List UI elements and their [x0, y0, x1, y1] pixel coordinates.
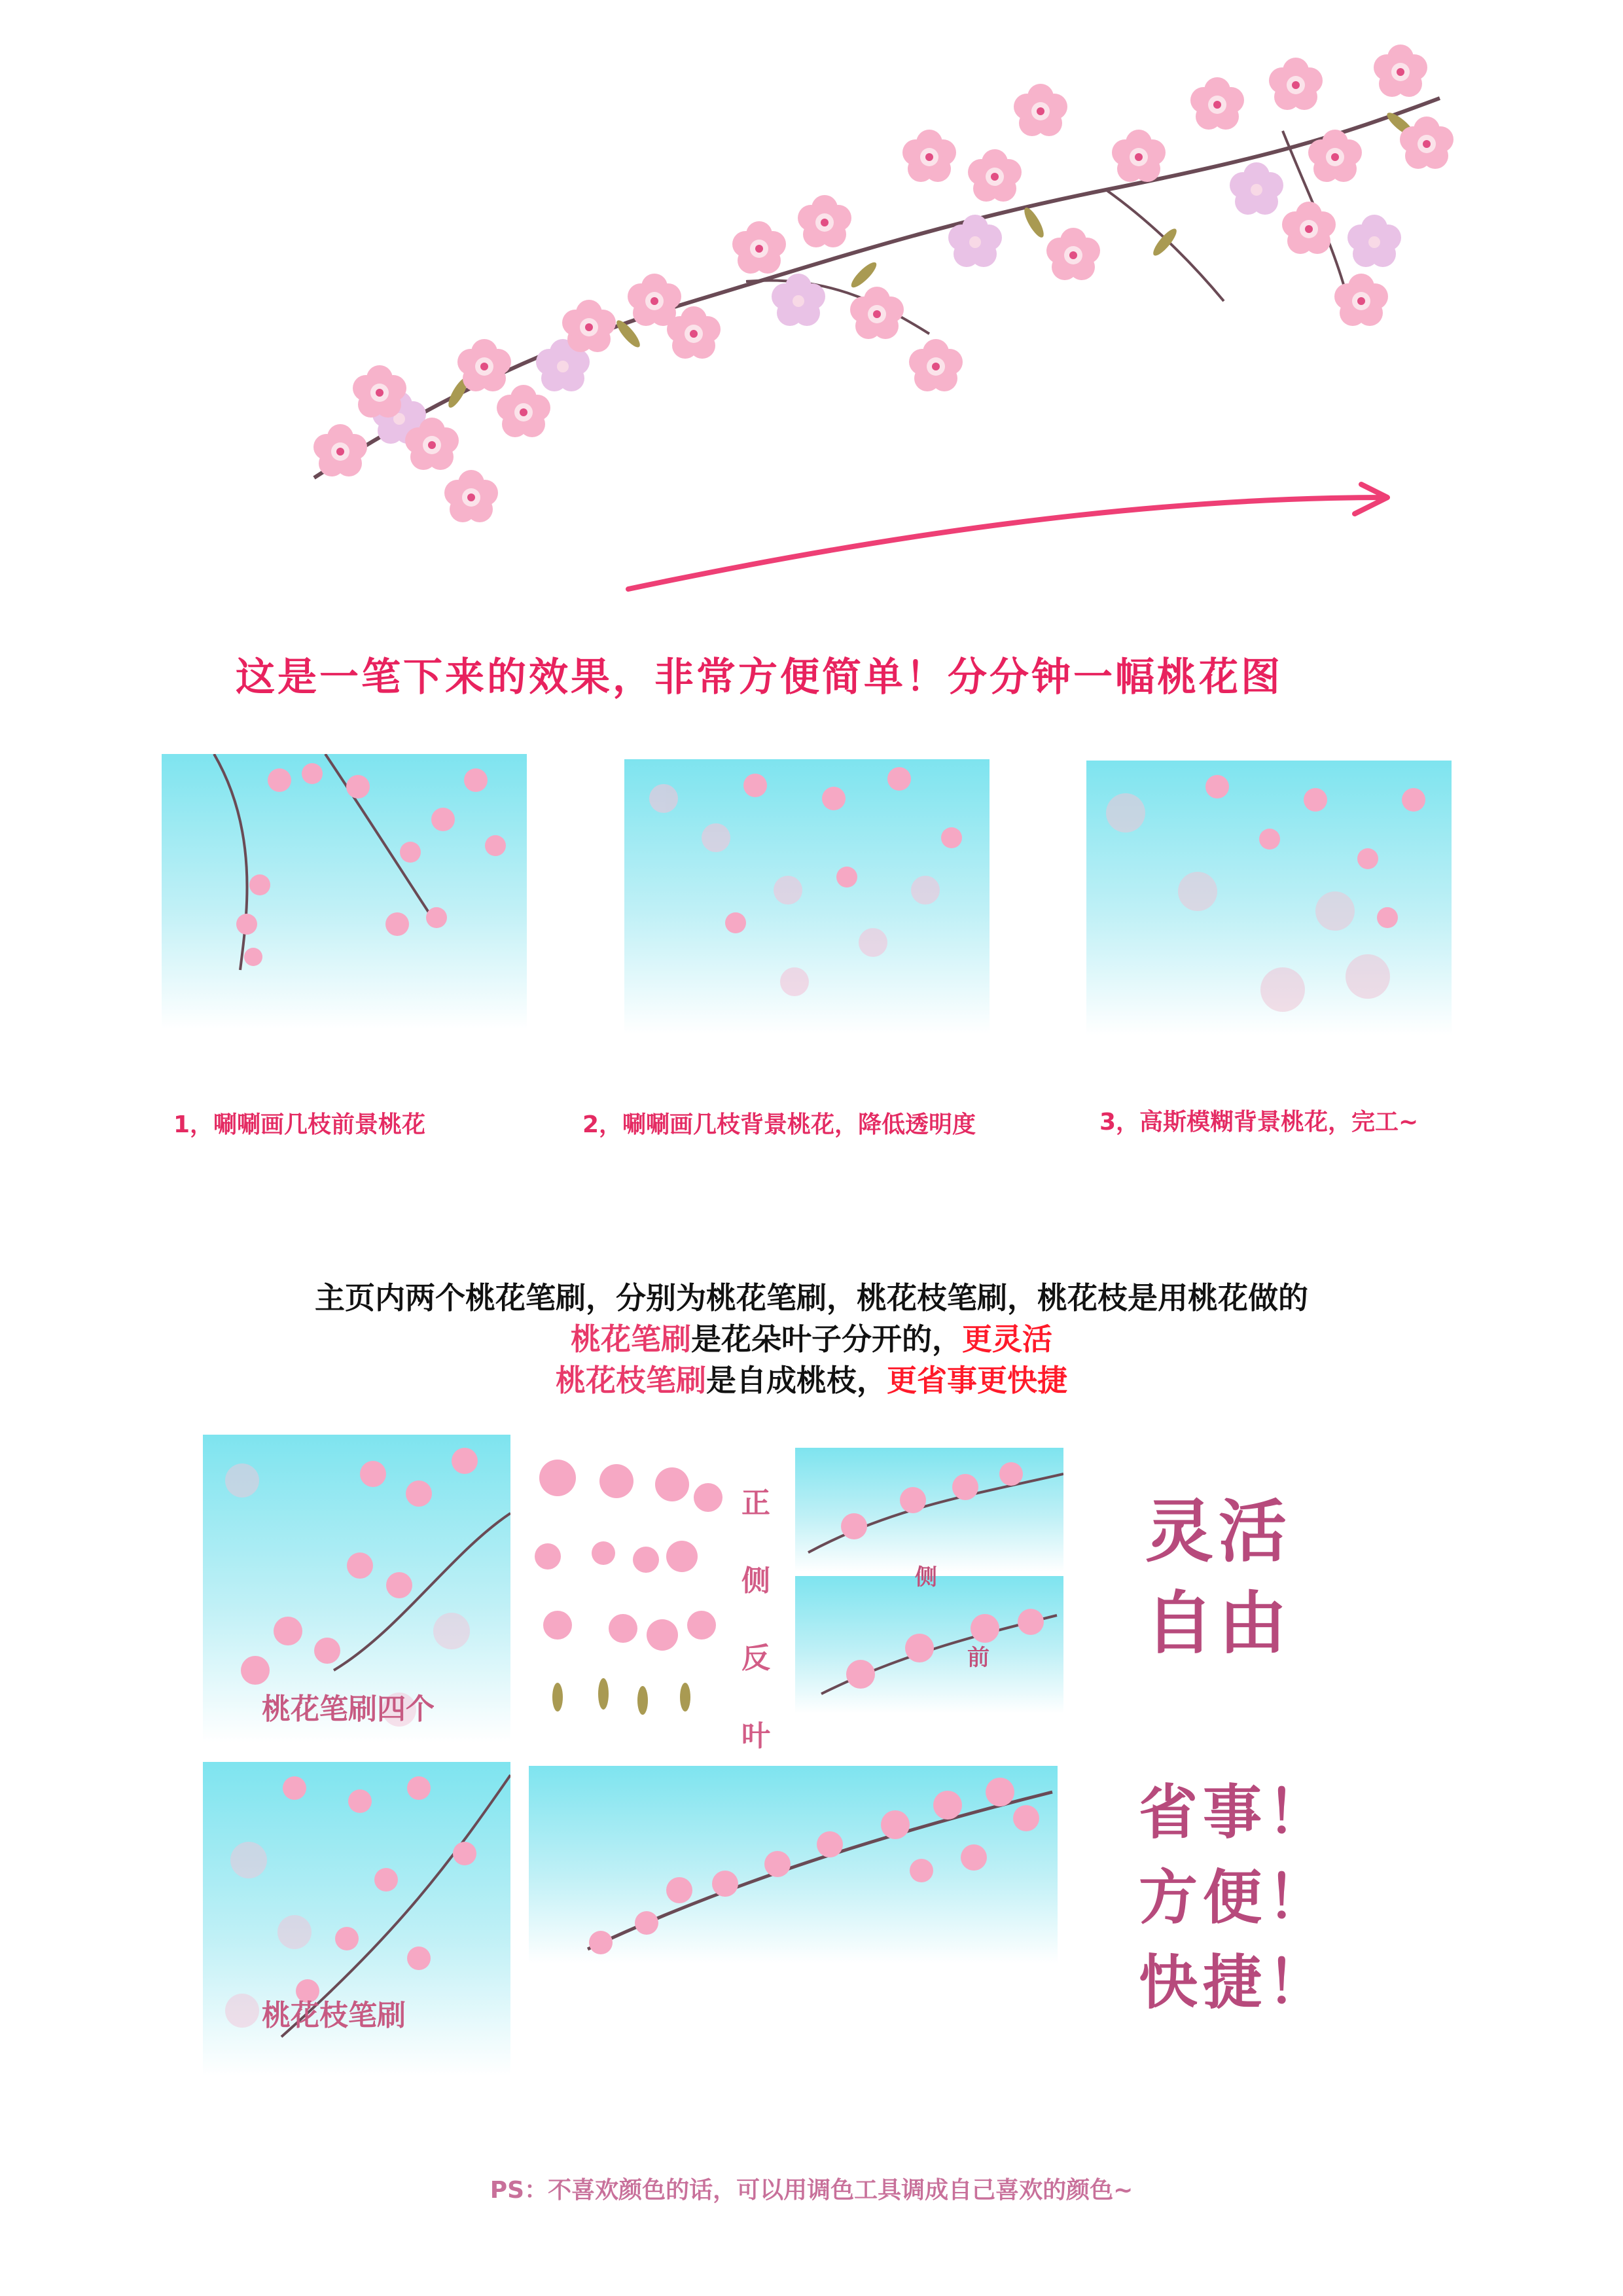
hero-branch-illustration — [288, 26, 1466, 602]
step-2-caption: 2，唰唰画几枝背景桃花，降低透明度 — [582, 1111, 976, 1138]
intro-line-1: 主页内两个桃花笔刷，分别为桃花笔刷，桃花枝笔刷，桃花枝是用桃花做的 — [315, 1280, 1308, 1316]
intro-line-2 — [0, 1319, 1623, 1359]
branch-wide-blossoms — [529, 1766, 1058, 1964]
intro-line-3 — [0, 1360, 1623, 1401]
hero-blossoms — [313, 45, 1454, 522]
side-view-blossoms — [795, 1448, 1063, 1572]
slogan-free: 自由 — [1145, 1583, 1293, 1663]
intro-line-3-brush-name: 桃花枝笔刷 — [556, 1363, 706, 1398]
glyph-side: 侧 — [741, 1564, 770, 1598]
branch-wide-panel — [529, 1766, 1058, 1964]
step-1-image — [162, 754, 527, 1029]
glyph-back: 反 — [741, 1641, 770, 1676]
intro-line-2-brush-name: 桃花笔刷 — [571, 1321, 691, 1357]
slogan-fast: 快捷！ — [1139, 1948, 1331, 2017]
hero-branch-svg — [288, 26, 1466, 602]
glyph-leaf: 叶 — [741, 1719, 770, 1753]
step-1-blossoms — [162, 754, 527, 1029]
ps-note: PS：不喜欢颜色的话，可以用调色工具调成自己喜欢的颜色~ — [490, 2177, 1133, 2204]
headline: 这是一笔下来的效果，非常方便简单！分分钟一幅桃花图 — [236, 655, 1283, 700]
intro-line-2-text: 是花朵叶子分开的， — [691, 1321, 962, 1357]
step-1-caption: 1，唰唰画几枝前景桃花 — [173, 1111, 426, 1138]
intro-line-3-text: 是自成桃枝， — [706, 1363, 887, 1398]
step-3-blossoms — [1086, 761, 1452, 1035]
slogan-flexible: 灵活 — [1145, 1492, 1293, 1571]
intro-line-2-highlight: 更灵活 — [962, 1321, 1052, 1357]
slogan-easy: 省事！ — [1139, 1778, 1331, 1847]
front-view-label: 前 — [967, 1645, 990, 1671]
step-2-blossoms — [624, 759, 990, 1034]
front-view-panel — [795, 1576, 1063, 1713]
step-3-image — [1086, 761, 1452, 1035]
step-2-image — [624, 759, 990, 1034]
hero-arrow — [628, 484, 1387, 589]
slogan-convenient: 方便！ — [1139, 1863, 1331, 1932]
intro-line-3-highlight: 更省事更快捷 — [887, 1363, 1067, 1398]
step-3-caption: 3，高斯模糊背景桃花，完工~ — [1099, 1109, 1419, 1136]
brush-sample-label: 桃花笔刷四个 — [262, 1693, 435, 1726]
side-view-panel — [795, 1448, 1063, 1572]
brush-type-glyphs — [733, 1479, 779, 1754]
front-view-blossoms — [795, 1576, 1063, 1713]
side-view-label: 侧 — [915, 1564, 937, 1590]
branch-sample-label: 桃花枝笔刷 — [262, 1999, 406, 2032]
glyph-front: 正 — [741, 1486, 770, 1520]
